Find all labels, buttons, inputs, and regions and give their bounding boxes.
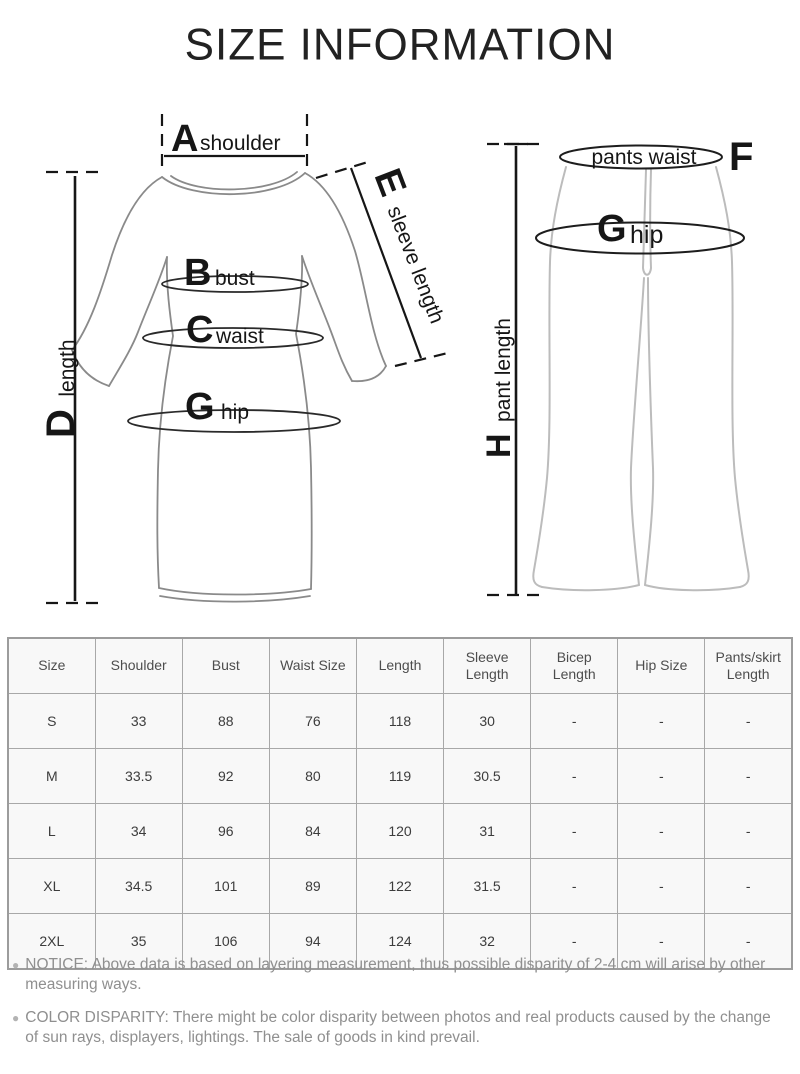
header-row [8, 638, 792, 694]
cell: 30 [444, 694, 531, 749]
pants-right-inner [645, 278, 653, 585]
cell: - [705, 749, 792, 804]
label-a: A [171, 118, 199, 160]
cell: 118 [356, 694, 443, 749]
cell: 96 [182, 804, 269, 859]
table-row-m [8, 749, 792, 804]
cell: 101 [182, 859, 269, 914]
bullet-icon: ● [12, 1011, 20, 1025]
cell: 76 [269, 694, 356, 749]
col-header-bust: Bust [182, 638, 269, 694]
cell: XL [8, 859, 95, 914]
label-e: E [365, 163, 414, 202]
cell: M [8, 749, 95, 804]
cell: 94 [269, 914, 356, 970]
cell: - [705, 859, 792, 914]
label-g-dress: G [185, 386, 215, 428]
cell: 34 [95, 804, 182, 859]
col-header-waist-size: Waist Size [269, 638, 356, 694]
cell: 80 [269, 749, 356, 804]
cell: - [705, 694, 792, 749]
dress-neckline [162, 173, 305, 194]
label-waist: waist [216, 325, 264, 348]
cell: 34.5 [95, 859, 182, 914]
col-header-bicep-length: Bicep Length [531, 638, 618, 694]
label-g-pants: G [597, 208, 627, 250]
cell: - [531, 749, 618, 804]
label-h-pant-length [480, 318, 518, 458]
dress-right-cuff [352, 366, 386, 381]
label-hip-pants: hip [630, 221, 664, 249]
cell: 84 [269, 804, 356, 859]
col-header-shoulder: Shoulder [95, 638, 182, 694]
cell: 33 [95, 694, 182, 749]
col-header-length: Length [356, 638, 443, 694]
cell: L [8, 804, 95, 859]
cell: 31 [444, 804, 531, 859]
col-header-pants-skirt-length: Pants/skirt Length [705, 638, 792, 694]
col-header-size: Size [8, 638, 95, 694]
label-pants-waist: pants waist [591, 146, 697, 169]
pants-right-cuff [645, 585, 740, 590]
dress-right-sleeve-inner [302, 256, 352, 381]
sleeve-extent-top [316, 161, 371, 178]
label-b: B [184, 252, 212, 294]
dress-body-right [296, 256, 312, 589]
notice-measurement [12, 955, 786, 995]
notice-text: COLOR DISPARITY: There might be color disparity between photos and real products caused by the change of sun rays, displayers, lightings. The sale of goods in kind prevail. [25, 1009, 771, 1046]
notice-text: NOTICE: Above data is based on layering measurement, thus possible disparity of 2-4 cm will arise by other measuring ways. [25, 956, 766, 993]
cell: - [618, 804, 705, 859]
label-bust: bust [215, 267, 255, 290]
cell: - [618, 859, 705, 914]
cell: 89 [269, 859, 356, 914]
measurement-diagrams [0, 95, 800, 635]
pants-left-cuff [542, 585, 639, 590]
cell: - [531, 694, 618, 749]
notices-section [12, 955, 786, 1061]
dress-body-left [157, 257, 173, 588]
label-sleeve-length: sleeve length [382, 202, 449, 327]
sleeve-extent-bottom [395, 352, 452, 366]
label-d-length [39, 339, 83, 438]
cell: 30.5 [444, 749, 531, 804]
cell: 88 [182, 694, 269, 749]
label-length: length [56, 339, 79, 397]
table-row-s [8, 694, 792, 749]
cell: 2XL [8, 914, 95, 970]
page-title: SIZE INFORMATION [184, 19, 616, 70]
cell: 124 [356, 914, 443, 970]
bullet-icon: ● [12, 958, 20, 972]
cell: 32 [444, 914, 531, 970]
pants-left-inner [631, 278, 644, 585]
label-c: C [186, 309, 214, 351]
dress-right-sleeve-outer [305, 173, 386, 366]
cell: - [705, 804, 792, 859]
dress-hem-top [159, 588, 311, 595]
cell: - [705, 914, 792, 970]
cell: - [531, 859, 618, 914]
label-pant-length: pant length [492, 318, 515, 422]
dress-left-sleeve-outer [72, 177, 162, 350]
cell: 122 [356, 859, 443, 914]
cell: 33.5 [95, 749, 182, 804]
label-d: D [39, 409, 83, 438]
cell: S [8, 694, 95, 749]
col-header-sleeve-length: Sleeve Length [444, 638, 531, 694]
pants-diagram [480, 135, 753, 595]
dress-diagram [39, 114, 462, 603]
cell: 31.5 [444, 859, 531, 914]
notice-color-disparity [12, 1008, 786, 1048]
label-shoulder: shoulder [200, 132, 281, 155]
cell: 92 [182, 749, 269, 804]
cell: 120 [356, 804, 443, 859]
label-f: F [729, 135, 754, 179]
cell: 35 [95, 914, 182, 970]
dress-left-sleeve-inner [109, 257, 167, 386]
cell: - [618, 914, 705, 970]
table-row-l [8, 804, 792, 859]
cell: - [531, 914, 618, 970]
dress-hem-bottom [160, 596, 310, 602]
label-h: H [480, 433, 518, 458]
size-table [7, 637, 793, 970]
cell: - [618, 749, 705, 804]
col-header-hip-size: Hip Size [618, 638, 705, 694]
cell: 119 [356, 749, 443, 804]
cell: - [618, 694, 705, 749]
cell: - [531, 804, 618, 859]
cell: 106 [182, 914, 269, 970]
table-row-xl [8, 859, 792, 914]
label-hip-dress: hip [221, 401, 250, 424]
